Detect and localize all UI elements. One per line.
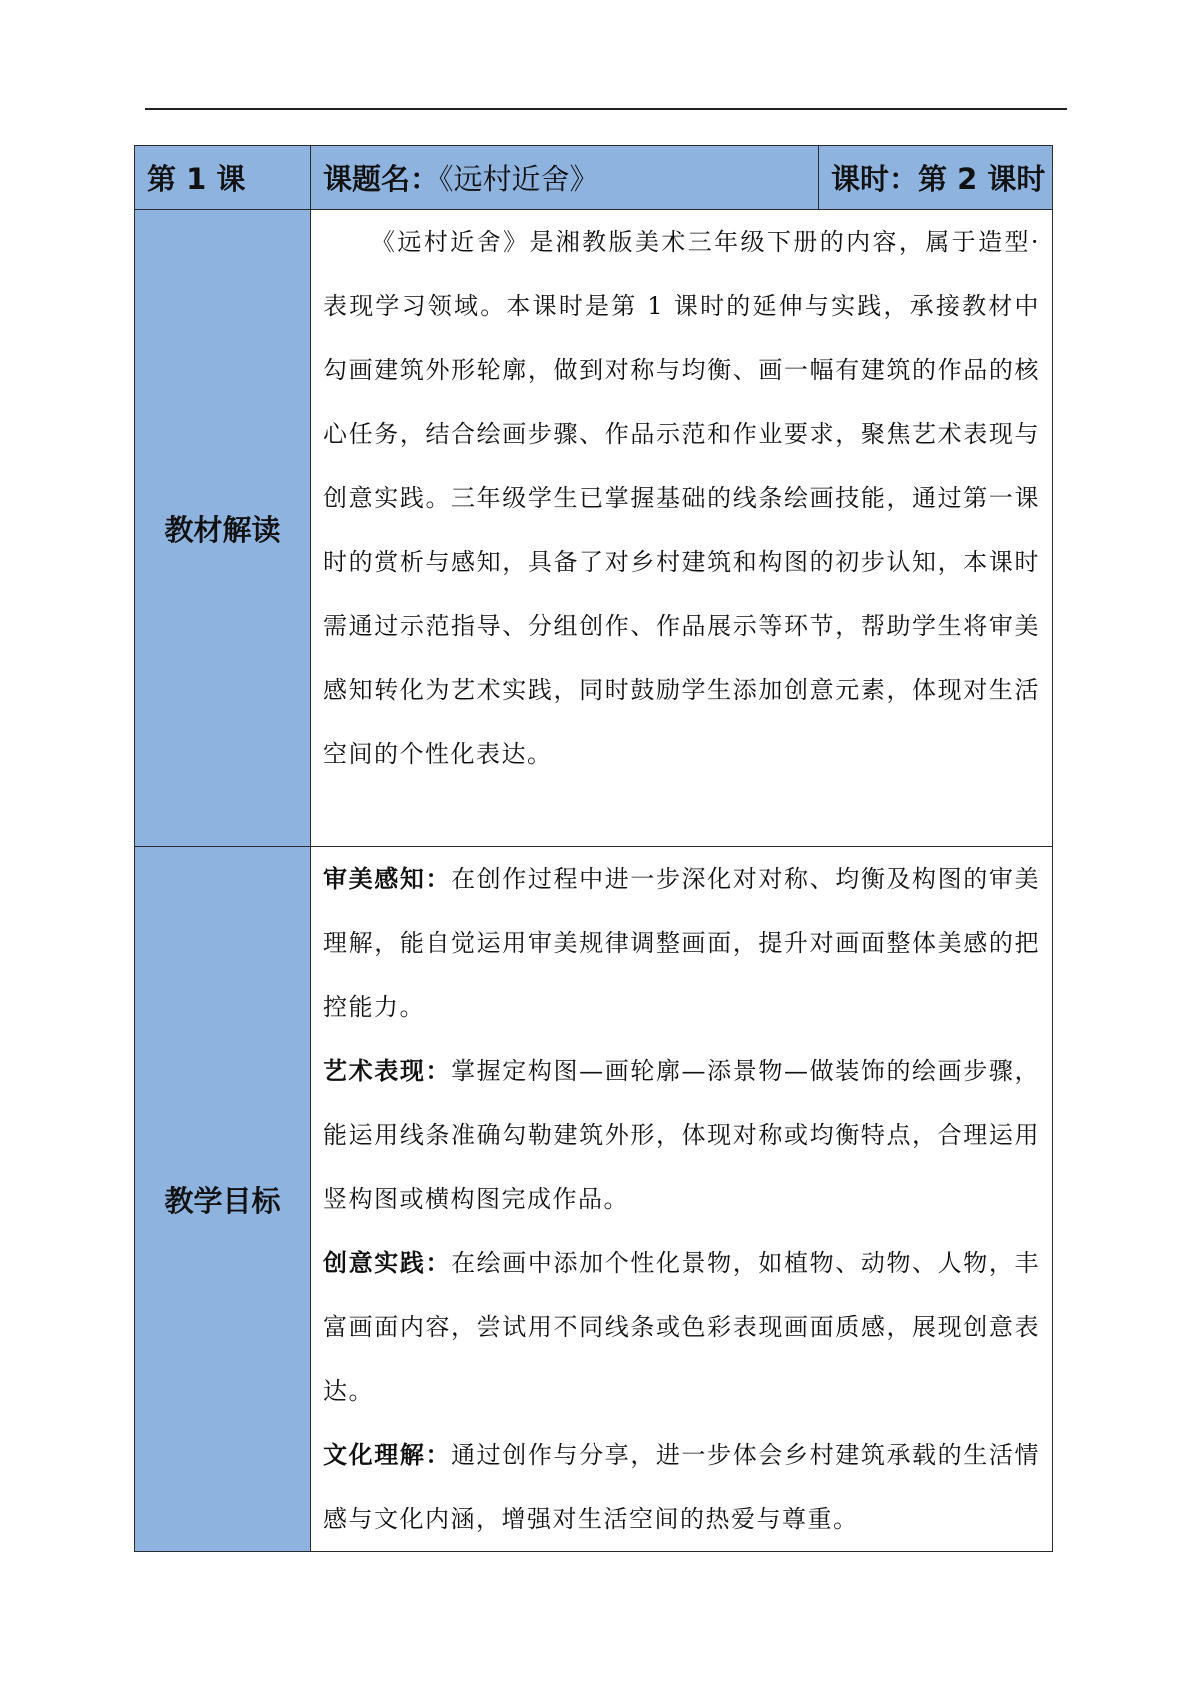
lesson-period: 课时：第 2 课时 bbox=[819, 146, 1053, 210]
goal-title: 审美感知： bbox=[323, 865, 452, 893]
goal-title: 创意实践： bbox=[323, 1249, 452, 1277]
goal-text: 在创作过程中进一步深化对对称、均衡及构图的审美理解，能自觉运用审美规律调整画面，提升对画面整体美感的把控能力。 bbox=[323, 865, 1041, 1021]
goal-item bbox=[323, 1039, 1040, 1231]
lesson-plan-table bbox=[134, 145, 1053, 1552]
goal-text: 通过创作与分享，进一步体会乡村建筑承载的生活情感与文化内涵，增强对生活空间的热爱与尊重。 bbox=[323, 1441, 1041, 1533]
goal-title: 文化理解： bbox=[323, 1441, 452, 1469]
material-row bbox=[135, 210, 1053, 847]
goal-text: 掌握定构图—画轮廓—添景物—做装饰的绘画步骤，能运用线条准确勾勒建筑外形，体现对称或均衡特点，合理运用竖构图或横构图完成作品。 bbox=[323, 1057, 1041, 1213]
table-header-row bbox=[135, 146, 1053, 210]
goals-row bbox=[135, 847, 1053, 1552]
lesson-number: 第 1 课 bbox=[135, 146, 311, 210]
material-content bbox=[311, 210, 1053, 847]
goal-title: 艺术表现： bbox=[323, 1057, 452, 1085]
goals-content bbox=[311, 847, 1053, 1552]
goal-item bbox=[323, 1423, 1040, 1551]
material-text: 《远村近舍》是湘教版美术三年级下册的内容，属于造型·表现学习领域。本课时是第 1 课时的延伸与实践，承接教材中勾画建筑外形轮廓，做到对称与均衡、画一幅有建筑的作品的核心任务，结合绘画步骤、作品示范和作业要求，聚焦艺术表现与创意实践。三年级学生已掌握基础的线条绘画技能，通过第一课时的赏析与感知，具备了对乡村建筑和构图的初步认知，本课时需通过示范指导、分组创作、作品展示等环节，帮助学生将审美感知转化为艺术实践，同时鼓励学生添加创意元素，体现对生活空间的个性化表达。 bbox=[323, 228, 1040, 768]
topic-value: 《远村近舍》 bbox=[439, 162, 599, 196]
goal-text: 在绘画中添加个性化景物，如植物、动物、人物，丰富画面内容，尝试用不同线条或色彩表现画面质感，展现创意表达。 bbox=[323, 1249, 1041, 1405]
topic-label: 课题名： bbox=[323, 162, 440, 196]
material-label: 教材解读 bbox=[135, 210, 311, 847]
page-header-rule bbox=[145, 108, 1067, 110]
lesson-topic bbox=[311, 146, 819, 210]
goals-label: 教学目标 bbox=[135, 847, 311, 1552]
goal-item bbox=[323, 1231, 1040, 1423]
goal-item bbox=[323, 847, 1040, 1039]
